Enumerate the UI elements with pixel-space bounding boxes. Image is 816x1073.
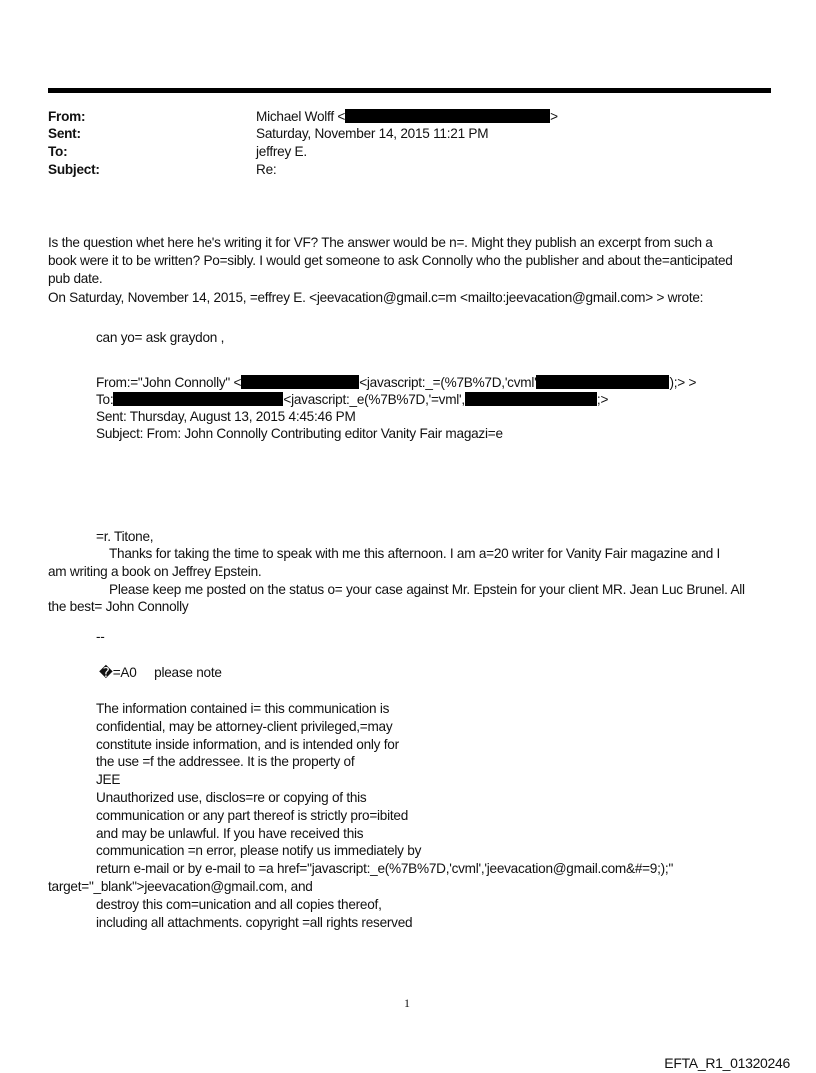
disclaimer-line: the use =f the addressee. It is the property of [96,754,355,770]
fwd-to-mid: <javascript:_e(%7B%7D,'=vml', [283,392,465,407]
sent-value: Saturday, November 14, 2015 11:21 PM [256,126,489,141]
fwd-body-line: =r. Titone, [96,529,154,544]
sent-label: Sent: [48,126,81,141]
disclaimer-line: confidential, may be attorney-client privileged,=may [96,718,393,734]
redaction-box [345,109,550,123]
subject-value: Re: [256,162,277,177]
to-value: jeffrey E. [256,144,307,159]
fwd-from-prefix: From:="John Connolly" < [96,375,242,390]
page-number: 1 [404,996,410,1010]
fwd-to [96,392,608,408]
signature-note: �=A0 please note [99,665,222,680]
disclaimer-line: The information contained i= this communication is [96,701,390,716]
from-end: > [550,109,558,124]
redaction-box [241,375,359,389]
fwd-sent: Sent: Thursday, August 13, 2015 4:45:46 PM [96,409,356,424]
reply-line: book were it to be written? Po=sibly. I would get someone to ask Connolly who the publisher and about the=anticipated [48,253,733,268]
disclaimer-line: destroy this com=unication and all copies thereof, [96,896,382,912]
to-label: To: [48,144,68,159]
header-rule [48,88,771,93]
signature-separator: -- [96,629,105,644]
disclaimer-line: including all attachments. copyright =all rights reserved [96,914,413,930]
reply-line: pub date. [48,271,103,286]
fwd-body-line: Please keep me posted on the status o= your case against Mr. Epstein for your client MR. Jean Luc Brunel. All [109,582,745,597]
fwd-from-end: );> > [669,375,697,390]
disclaimer-line: JEE [96,772,121,788]
reply-line: Is the question whet here he's writing it for VF? The answer would be n=. Might they publish an excerpt from such a [48,235,713,250]
subject-label: Subject: [48,162,100,177]
disclaimer-line: target="_blank">jeevacation@gmail.com, and [48,879,313,894]
disclaimer-line: and may be unlawful. If you have received this [96,825,364,841]
disclaimer-line: return e-mail or by e-mail to =a href="javascript:_e(%7B%7D,'cvml','jeevacation@gmail.com&#=9;);" [96,861,674,877]
redaction-box [113,392,283,406]
fwd-body-line: the best= John Connolly [48,599,189,614]
quoted-message: can yo= ask graydon , [96,330,225,345]
fwd-to-prefix: To: [96,392,114,407]
from-value [256,109,558,125]
disclaimer-line: constitute inside information, and is intended only for [96,736,399,752]
from-name: Michael Wolff < [256,109,346,124]
quote-intro: On Saturday, November 14, 2015, =effrey E. <jeevacation@gmail.c=m <mailto:jeevacation@gmail.com> > wrote: [48,290,704,305]
from-label: From: [48,109,86,124]
fwd-subject: Subject: From: John Connolly Contributing editor Vanity Fair magazi=e [96,426,503,441]
disclaimer-line: communication or any part thereof is strictly pro=ibited [96,807,409,823]
disclaimer-line: communication =n error, please notify us immediately by [96,843,422,859]
fwd-body-line: Thanks for taking the time to speak with me this afternoon. I am a=20 writer for Vanity Fair magazine and I [109,546,721,561]
fwd-to-end: ;> [596,392,609,407]
fwd-from [96,375,696,391]
redaction-box [465,392,597,406]
fwd-body-line: am writing a book on Jeffrey Epstein. [48,564,262,579]
disclaimer-line: Unauthorized use, disclos=re or copying of this [96,790,367,805]
redaction-box [536,375,669,389]
fwd-from-mid: <javascript:_=(%7B%7D,'cvml' [359,375,537,390]
document-id: EFTA_R1_01320246 [664,1055,790,1071]
